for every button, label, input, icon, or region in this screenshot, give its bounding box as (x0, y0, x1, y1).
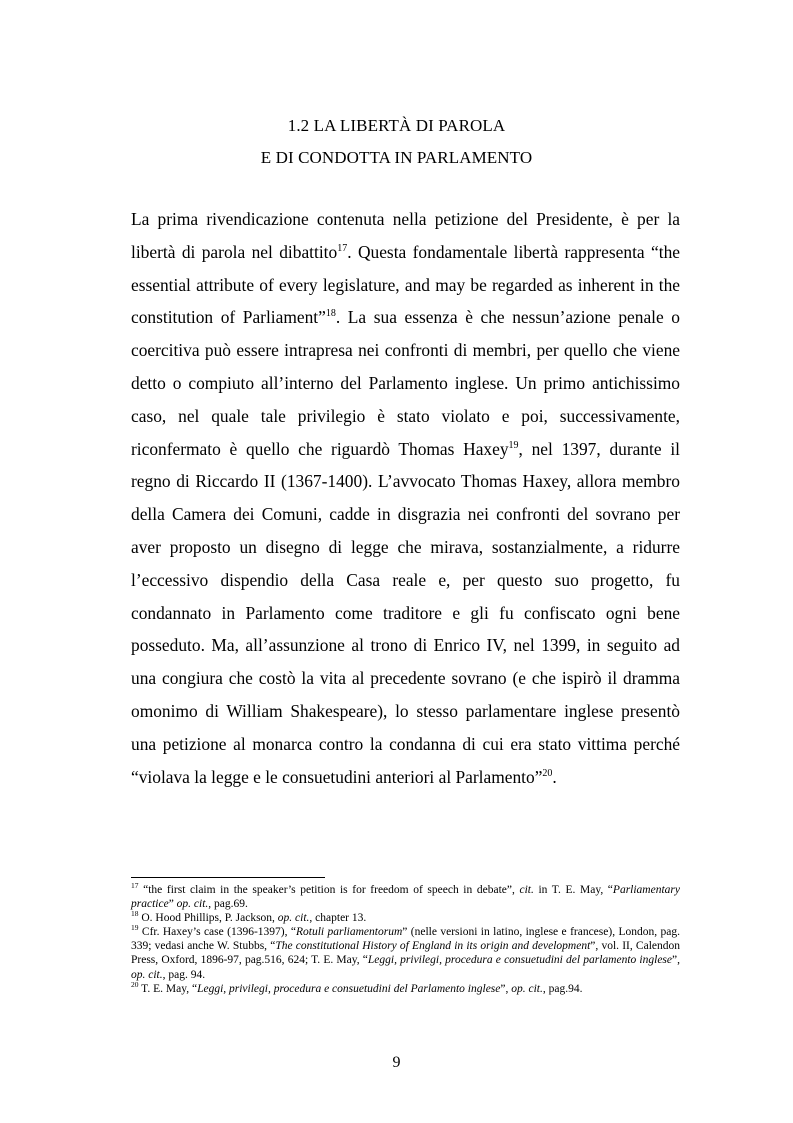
footnote-20 (131, 979, 680, 996)
footnote-text: “the first claim in the speaker’s petition is for freedom of speech in debate”, (138, 884, 520, 896)
footnote-text: , pag. 94. (162, 968, 206, 981)
footnote-italic: Parliamentary practice (131, 884, 680, 911)
footnote-text: in T. E. May, “ (533, 884, 613, 896)
footnote-number: 17 (131, 881, 139, 891)
footnote-italic: op. cit. (131, 968, 163, 981)
footnote-italic: op. cit. (277, 912, 310, 925)
footnote-17 (131, 883, 680, 911)
footnote-number: 18 (131, 909, 139, 919)
body-paragraph (131, 203, 680, 793)
footnote-italic: Leggi, privilegi, procedura e consuetudini del parlamento inglese (367, 954, 673, 967)
section-title-continued: E DI CONDOTTA IN PARLAMENTO (260, 148, 533, 167)
footnote-italic: Rotuli parliamentorum (296, 926, 403, 939)
footnote-18 (131, 911, 680, 925)
footnote-text: ” (168, 898, 177, 911)
footnote-italic: op. cit. (511, 982, 543, 995)
footnote-text: O. Hood Phillips, P. Jackson, (138, 912, 278, 925)
page-number: 9 (392, 1054, 401, 1071)
body-text-run: . La sua essenza è che nessun’azione penale o coercitiva può essere intrapresa nei confronti di membri, per quello che viene detto o compiuto all’interno del Parlamento inglese. Un primo antichissimo caso, nel quale tale privilegio è stato violato e poi, successivamente, riconfermato è quello che riguardò Thomas Haxey (131, 307, 681, 459)
footnote-text: , chapter 13. (309, 912, 367, 925)
footnote-number: 19 (131, 923, 139, 933)
footnote-text: , pag.69. (208, 898, 248, 911)
footnote-text: T. E. May, “ (138, 982, 198, 995)
body-text-run: . Questa fondamentale libertà rappresenta “the essential attribute of every legislature, and may be regarded as inherent in the constitution of Parliament” (131, 241, 680, 328)
footnotes (131, 883, 680, 996)
footnote-text: ” (nelle versioni in latino, inglese e francese), London, pag. 339; vedasi anche W. Stubbs, “ (131, 926, 680, 953)
footnote-19 (131, 925, 680, 981)
footnote-ref-18[interactable]: 18 (325, 308, 336, 320)
footnote-ref-17[interactable]: 17 (337, 243, 348, 254)
section-title: 1.2 LA LIBERTÀ DI PAROLA (287, 116, 506, 135)
footnote-ref-19[interactable]: 19 (508, 439, 519, 451)
footnote-italic: Leggi, privilegi, procedura e consuetudini del Parlamento inglese (197, 982, 501, 995)
body-text-run: , nel 1397, durante il regno di Riccardo II (1367-1400). L’avvocato Thomas Haxey, allora membro della Camera dei Comuni, cadde in disgrazia nei confronti del sovrano per aver proposto un disegno di legge che mirava, sostanzialmente, a ridurre l’eccessivo dispendio della Casa reale e, per questo suo progetto, fu condannato in Parlamento come traditore e gli fu confiscato ogni bene posseduto. Ma, all’assunzione al trono di Enrico IV, nel 1399, in seguito ad una congiura che costò la vita al precedente sovrano (e che ispirò il dramma omonimo di William Shakespeare), lo stesso parlamentare inglese presentò una petizione al monarca contro la condanna di cui era stato vittima perché “violava la legge e le consuetudini anteriori al Parlamento” (131, 438, 680, 787)
footnote-number: 20 (131, 979, 139, 989)
footnote-ref-20[interactable]: 20 (542, 767, 553, 779)
body-text-run: . (552, 766, 557, 787)
footnote-text: ”, vol. II, Calendon Press, Oxford, 1896-97, pag.516, 624; T. E. May, “ (131, 940, 681, 967)
footnote-text: ”, (500, 982, 512, 995)
body-text-run: La prima rivendicazione contenuta nella petizione del Presidente, è per la libertà di parola nel dibattito (131, 209, 680, 262)
footnote-italic: cit. (519, 884, 534, 896)
footnote-divider (131, 877, 325, 878)
footnote-italic: op. cit. (176, 898, 209, 911)
footnote-text: , pag.94. (542, 982, 583, 995)
footnote-text: ”, (672, 954, 680, 967)
footnote-text: Cfr. Haxey’s case (1396-1397), “ (138, 926, 296, 939)
footnote-italic: The constitutional History of England in its origin and development (275, 940, 591, 953)
